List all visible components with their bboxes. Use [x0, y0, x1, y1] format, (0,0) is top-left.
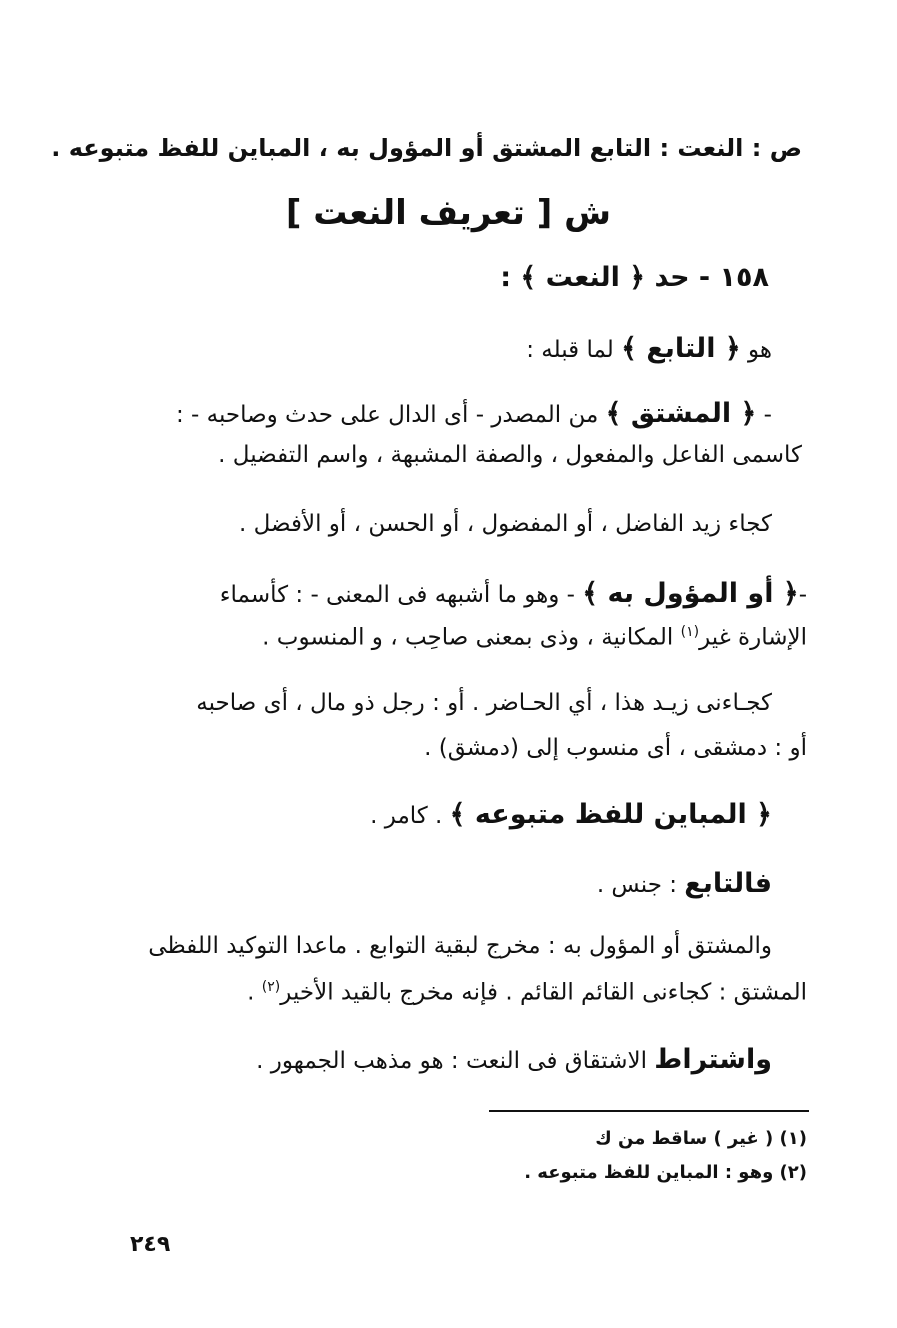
footnote-2: (٢) وهو : المباين للفظ متبوعه . — [524, 1162, 807, 1183]
p4-pre: - — [798, 582, 807, 608]
matn-line — [51, 134, 802, 162]
paragraph-mushtaq-line2: كاسمى الفاعل والمفعول ، والصفة المشبهة ، واسم التفضيل . — [218, 442, 802, 468]
item-heading-text: - حد ﴿ النعت ﴾ : — [500, 262, 711, 293]
paragraph-examples-2-line1: كجـاءنى زيـد هذا ، أي الحـاضر . أو : رجل ذو مال ، أى صاحبه — [196, 690, 772, 716]
p6-post: . كامر . — [370, 803, 450, 829]
page-number: ٢٤٩ — [130, 1232, 171, 1257]
paragraph-ishtirat — [82, 1046, 772, 1073]
p4-term: ﴿ أو المؤول به ﴾ — [582, 578, 799, 609]
p4-line2-b: المكانية ، وذى بمعنى صاحِب ، و المنسوب . — [262, 624, 681, 651]
matn-text: : النعت : التابع المشتق أو المؤول به ، المباين للفظ متبوعه . — [51, 134, 762, 162]
p1-post: لما قبله : — [526, 337, 622, 363]
p1-term: ﴿ التابع ﴾ — [621, 333, 741, 364]
p2-term: ﴿ المشتق ﴾ — [605, 398, 757, 429]
paragraph-mukhrij-line1: والمشتق أو المؤول به : مخرج لبقية التوابع . ماعدا التوكيد اللفظى — [148, 933, 772, 959]
paragraph-jins — [82, 870, 772, 897]
p2-post: من المصدر - أى الدال على حدث وصاحبه - : — [175, 402, 606, 428]
paragraph-muawwal-line2 — [117, 625, 807, 650]
paragraph-mukhrij-line2 — [117, 980, 807, 1005]
footnote-ref-2: (٢) — [261, 979, 281, 995]
section-heading: ش [ تعريف النعت ] — [285, 193, 612, 233]
footnote-1: (١) ( غير ) ساقط من ك — [595, 1128, 807, 1149]
paragraph-examples-1: كجاء زيد الفاضل ، أو المفضول ، أو الحسن ، أو الأفضل . — [239, 511, 772, 537]
paragraph-muawwal-line1 — [117, 580, 807, 607]
p4-post: - وهو ما أشبهه فى المعنى - : كأسماء — [219, 582, 583, 608]
p9-post: الاشتقاق فى النعت : هو مذهب الجمهور . — [256, 1048, 655, 1074]
p8-line2-b: . — [247, 979, 262, 1006]
item-number: ١٥٨ — [719, 262, 769, 293]
p6-term: ﴿ المباين للفظ متبوعه ﴾ — [449, 799, 772, 830]
p4-line2-a: الإشارة غير — [699, 624, 807, 651]
matn-marker: ص — [769, 134, 802, 162]
item-heading — [79, 264, 769, 291]
p7-post: : جنس . — [596, 872, 685, 898]
paragraph-tabi — [82, 335, 772, 362]
p9-term: واشتراط — [654, 1044, 772, 1075]
paragraph-mushtaq-line1 — [82, 400, 772, 427]
paragraph-mubayin — [82, 801, 772, 828]
p2-pre: - — [756, 402, 772, 428]
p8-line2-a: المشتق : كجاءنى القائم القائم . فإنه مخرج بالقيد الأخير — [280, 979, 807, 1006]
footnote-ref-1: (١) — [680, 624, 700, 640]
paragraph-examples-2-line2: أو : دمشقى ، أى منسوب إلى (دمشق) . — [424, 735, 807, 761]
p1-pre: هو — [740, 337, 772, 363]
footnote-separator — [489, 1110, 809, 1112]
p7-term: فالتابع — [684, 868, 772, 899]
